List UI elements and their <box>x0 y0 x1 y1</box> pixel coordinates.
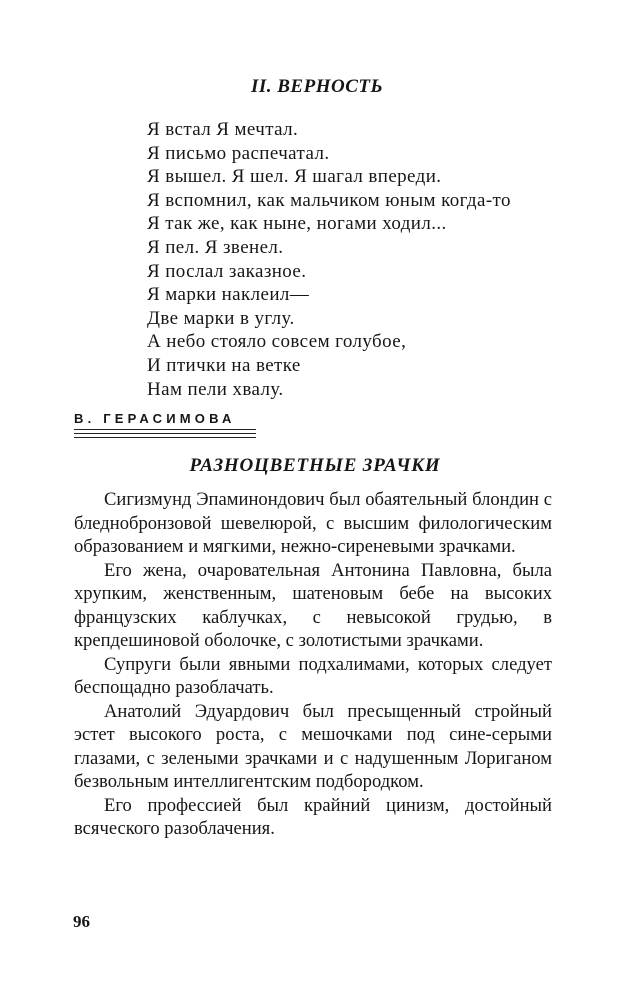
poem-body <box>147 118 511 401</box>
author-underline <box>74 429 256 430</box>
page-number: 96 <box>73 912 90 931</box>
poem-line: Я вышел. Я шел. Я шагал впереди. <box>147 166 442 188</box>
author-underline <box>74 433 256 434</box>
story-paragraph: Супруги были явными подхалимами, которых следует беспощадно разоблачать. <box>74 653 552 698</box>
author-underline <box>74 437 256 438</box>
story-paragraph: Сигизмунд Эпаминондович был обаятельный блондин с бледнобронзовой шевелюрой, с высшим филологическим образованием и мягкими, нежно-сиреневыми зрачками. <box>74 489 552 557</box>
poem-line: Я вспомнил, как мальчиком юным когда-то <box>147 189 511 211</box>
story-paragraph: Его профессией был крайний цинизм, достойный всяческого разоблачения. <box>74 794 552 839</box>
poem-line: А небо стояло совсем голубое, <box>147 331 407 353</box>
poem-line: Я пел. Я звенел. <box>147 236 284 258</box>
story-paragraph: Его жена, очаровательная Антонина Павловна, была хрупким, женственным, шатеновым бебе на высоких французских каблучках, с невысокой грудью, в крепдешиновой оболочке, с золотистыми зрачками. <box>74 559 552 651</box>
poem-line: Две марки в углу. <box>147 307 295 329</box>
poem-line: И птички на ветке <box>147 354 301 376</box>
poem-line: Я послал заказное. <box>147 260 307 282</box>
poem-title: II. ВЕРНОСТЬ <box>250 76 384 97</box>
poem-line: Нам пели хвалу. <box>147 378 284 400</box>
poem-line: Я марки наклеил— <box>147 284 310 306</box>
story-body <box>74 488 552 841</box>
poem-line: Я встал Я мечтал. <box>147 119 299 140</box>
story-paragraph: Анатолий Эдуардович был пресыщенный стройный эстет высокого роста, с мешочками под сине-серыми глазами, с зелеными зрачками и с надушенным Лориганом безвольным интеллигентским подбородком. <box>74 700 552 792</box>
author-name: В. ГЕРАСИМОВА <box>74 411 236 426</box>
poem-line: Я так же, как ныне, ногами ходил... <box>147 213 447 235</box>
story-title: РАЗНОЦВЕТНЫЕ ЗРАЧКИ <box>189 455 441 476</box>
poem-line: Я письмо распечатал. <box>147 142 330 164</box>
